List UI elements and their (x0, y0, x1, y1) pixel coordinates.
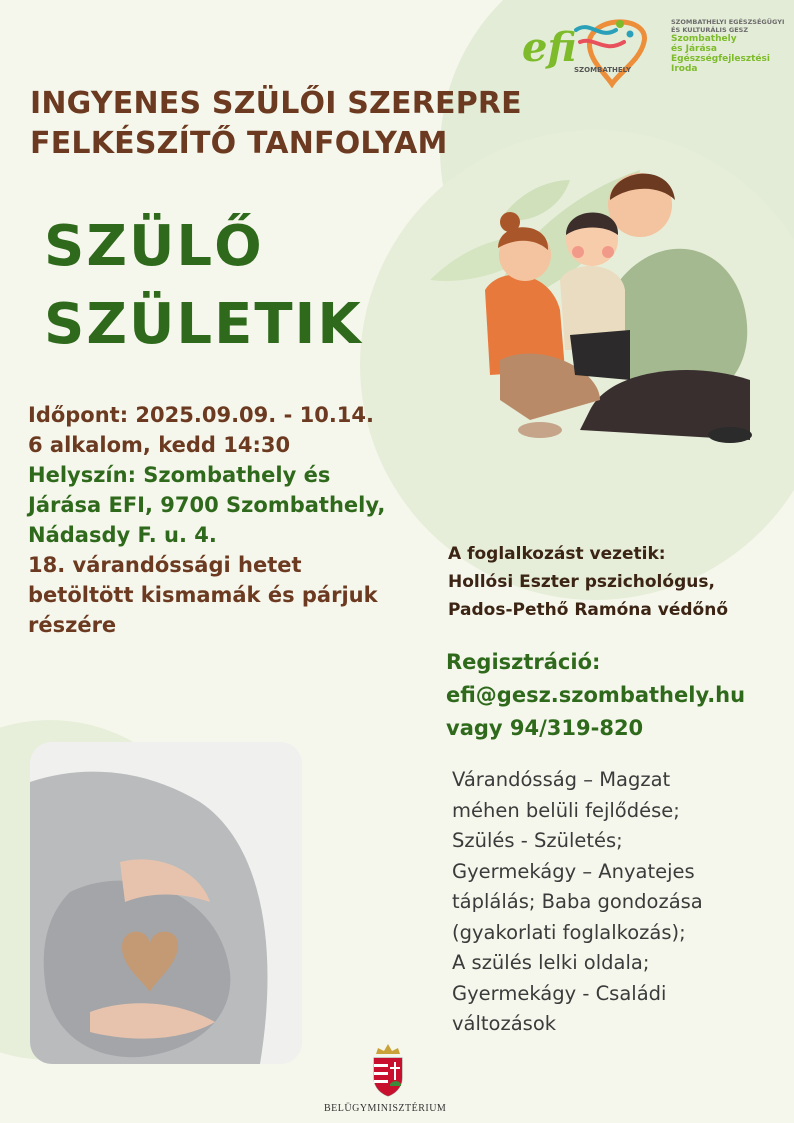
subtitle-line2: FELKÉSZÍTŐ TANFOLYAM (30, 126, 448, 161)
pregnancy-photo (30, 742, 302, 1064)
logo-org-text (671, 18, 784, 74)
event-sessions: 6 alkalom, kedd 14:30 (28, 433, 291, 457)
location-line1: Helyszín: Szombathely és (28, 463, 331, 487)
location-line2: Járása EFI, 9700 Szombathely, (28, 493, 386, 517)
leader-2: Pados-Pethő Ramóna védőnő (448, 600, 729, 620)
logo-org-line1: SZOMBATHELYI EGÉSZSÉGÜGYI (671, 18, 785, 26)
event-details (28, 400, 448, 640)
logo-badge: SZOMBATHELY (574, 66, 632, 74)
family-illustration (430, 160, 760, 460)
registration-email[interactable]: efi@gesz.szombathely.hu (446, 683, 746, 707)
topic-item: méhen belüli fejlődése; (452, 798, 680, 822)
event-date: Időpont: 2025.09.09. - 10.14. (28, 403, 374, 427)
ministry-label: BELÜGYMINISZTÉRIUM (324, 1103, 447, 1114)
logo-office-line3: Egészségfejlesztési (671, 54, 770, 64)
topic-item: Gyermekágy – Anyatejes (452, 859, 695, 883)
topic-item: változások (452, 1012, 557, 1035)
topic-item: A szülés lelki oldala; (452, 951, 650, 974)
title-line2: SZÜLETIK (44, 292, 363, 357)
audience-line1: 18. várandóssági hetet (28, 553, 302, 577)
subtitle-line1: INGYENES SZÜLŐI SZEREPRE (30, 86, 522, 121)
topic-item: (gyakorlati foglalkozás); (452, 920, 686, 944)
coat-of-arms-icon (370, 1040, 406, 1098)
course-subtitle (30, 84, 522, 164)
efi-logo (520, 10, 668, 88)
leaders-heading: A foglalkozást vezetik: (448, 544, 666, 564)
topic-list (452, 765, 782, 1040)
main-title (44, 208, 363, 364)
location-line3: Nádasdy F. u. 4. (28, 523, 217, 547)
logo-wordmark: efi (522, 24, 577, 71)
logo-office-line1: Szombathely (671, 34, 737, 44)
logo-office-line2: és Járása (671, 44, 717, 54)
registration-label: Regisztráció: (446, 650, 601, 674)
course-leaders (448, 540, 728, 624)
logo-office-line4: Iroda (671, 64, 698, 74)
leader-1: Hollósi Eszter pszichológus, (448, 572, 715, 592)
title-line1: SZÜLŐ (44, 214, 264, 279)
logo-org-line2: ÉS KULTURÁLIS GESZ (671, 26, 749, 34)
registration-phone[interactable]: vagy 94/319-820 (446, 716, 644, 740)
audience-line3: részére (28, 613, 117, 637)
topic-item: Várandósság – Magzat (452, 768, 671, 791)
topic-item: Gyermekágy - Családi (452, 981, 667, 1005)
topic-item: táplálás; Baba gondozása (452, 890, 703, 913)
topic-item: Szülés - Születés; (452, 829, 623, 852)
audience-line2: betöltött kismamák és párjuk (28, 583, 378, 607)
registration-block (446, 646, 745, 745)
